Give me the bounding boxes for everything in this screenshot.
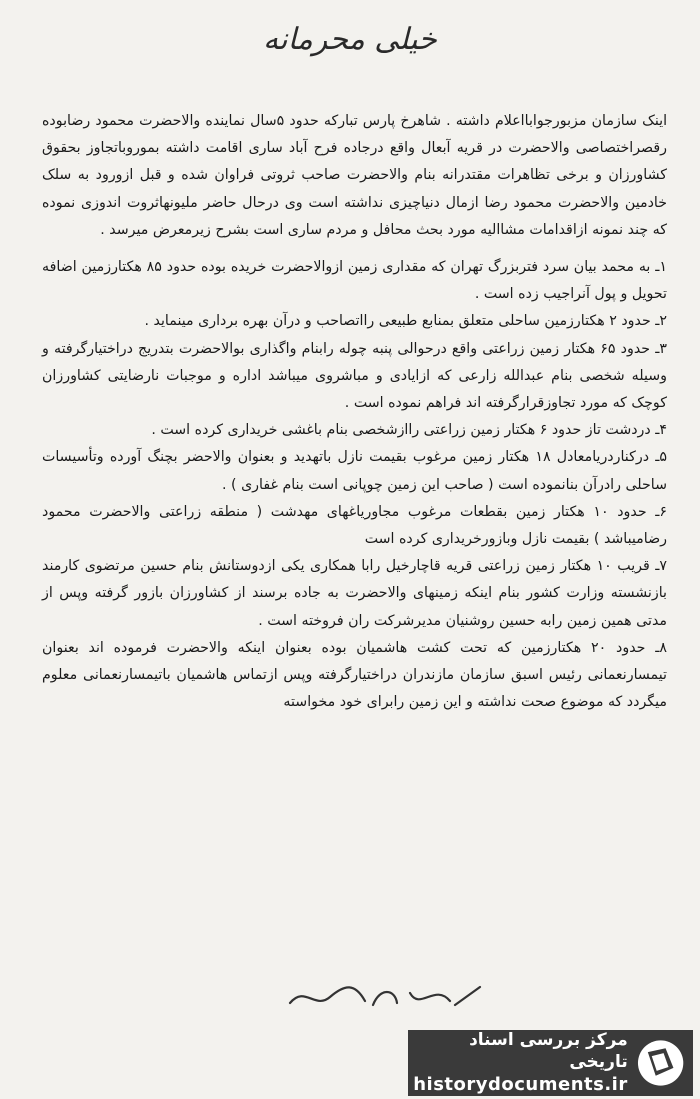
document-body: [42, 108, 667, 716]
item-3: ۳ـ حدود ۶۵ هکتار زمین زراعتی واقع درحوالی پنبه چوله رابنام واگذاری بوالاحضرت بتدریج دراختیارگرفته و وسیله شخصی بنام عبدالله زارعی که ازایادی و مباشروی میباشد اداره و موجبات نارضایتی کشاورزان کوچک که مورد تجاوزقرارگرفته اند فراهم نموده است .: [42, 340, 667, 412]
item-1: ۱ـ به محمد بیان سرد فتربزرگ تهران که مقداری زمین ازوالاحضرت خریده بوده حدود ۸۵ هکتارزمین اضافه تحویل و پول آنراجیب زده است .: [42, 259, 667, 303]
handwritten-signature: [285, 975, 485, 1015]
header-stamp: خیلی محرمانه: [263, 22, 437, 57]
item-4: ۴ـ دردشت تاز حدود ۶ هکتار زمین زراعتی راازشخصی بنام باغشی خریداری کرده است .: [151, 422, 667, 439]
item-7: ۷ـ قریب ۱۰ هکتار زمین زراعتی قریه قاچارخیل رابا همکاری یکی ازدوستانش بنام حسین مرتضوی کارمند بازنشسته وزارت کشور بنام اینکه زمینهای والاحضرت به جاده برسند از کشاورزان بازور گرفته وپس از مدتی همین زمین رابه حسین روشنیان مدیرشرکت ران فروخته است .: [42, 558, 667, 629]
watermark-url: historydocuments.ir: [413, 1074, 628, 1095]
archive-watermark: [408, 1030, 693, 1096]
item-6: ۶ـ حدود ۱۰ هکتار زمین بقطعات مرغوب مجاوریاغهای مهدشت ( منطقه زراعتی والاحضرت محمود رضامیباشد ) بقیمت نازل وبازورخریداری کرده است: [42, 503, 667, 548]
item-8: ۸ـ حدود ۲۰ هکتارزمین که تحت کشت هاشمیان بوده بعنوان اینکه والاحضرت فرموده اند بعنوان تیمسارنعمانی رئیس اسبق سازمان مازندران دراختیارگرفته وپس ازتماس هاشمیان باتیمسارنعمانی معلوم میگردد که موضوع صحت نداشته و این زمین رابرای خود مخواسته: [42, 639, 667, 711]
archive-logo-icon: [636, 1038, 685, 1088]
item-5: ۵ـ درکناردریامعادل ۱۸ هکتار زمین مرغوب بقیمت نازل باتهدید و بعنوان والاحضر بچنگ آورده وتأسیسات ساحلی رادرآن بنانموده است ( صاحب این زمین چوپانی است بنام غفاری ) .: [42, 449, 667, 493]
intro-paragraph: اینک سازمان مزبورجوابااعلام داشته . شاهرخ پارس تبارکه حدود ۵سال نماینده والاحضرت محمود رضابوده رقصراختصاصی والاحضرت در قریه آبعال واقع درجاده فرح آباد ساری اقامت داشته بموروباتجاوز بحقوق کشاورزان و برخی تظاهرات مقتدرانه بنام والاحضرت صاحب ثروتی فراوان شده و قبل ازورود به سلک خادمین والاحضرت محمود رضا ازمال دنیاچیزی نداشته است وی درحال حاضر ملیونهاثروت اندوزی نموده که چند نمونه ازاقدامات مشاالیه مورد بحث محافل و مردم ساری است بشرح زیرمعرض میرسد .: [42, 113, 668, 238]
item-2: ۲ـ حدود ۲ هکتارزمین ساحلی متعلق بمنابع طبیعی رااتصاحب و درآن بهره برداری مینماید .: [144, 313, 667, 330]
watermark-title: مرکز بررسی اسناد تاریخی: [469, 1030, 628, 1072]
